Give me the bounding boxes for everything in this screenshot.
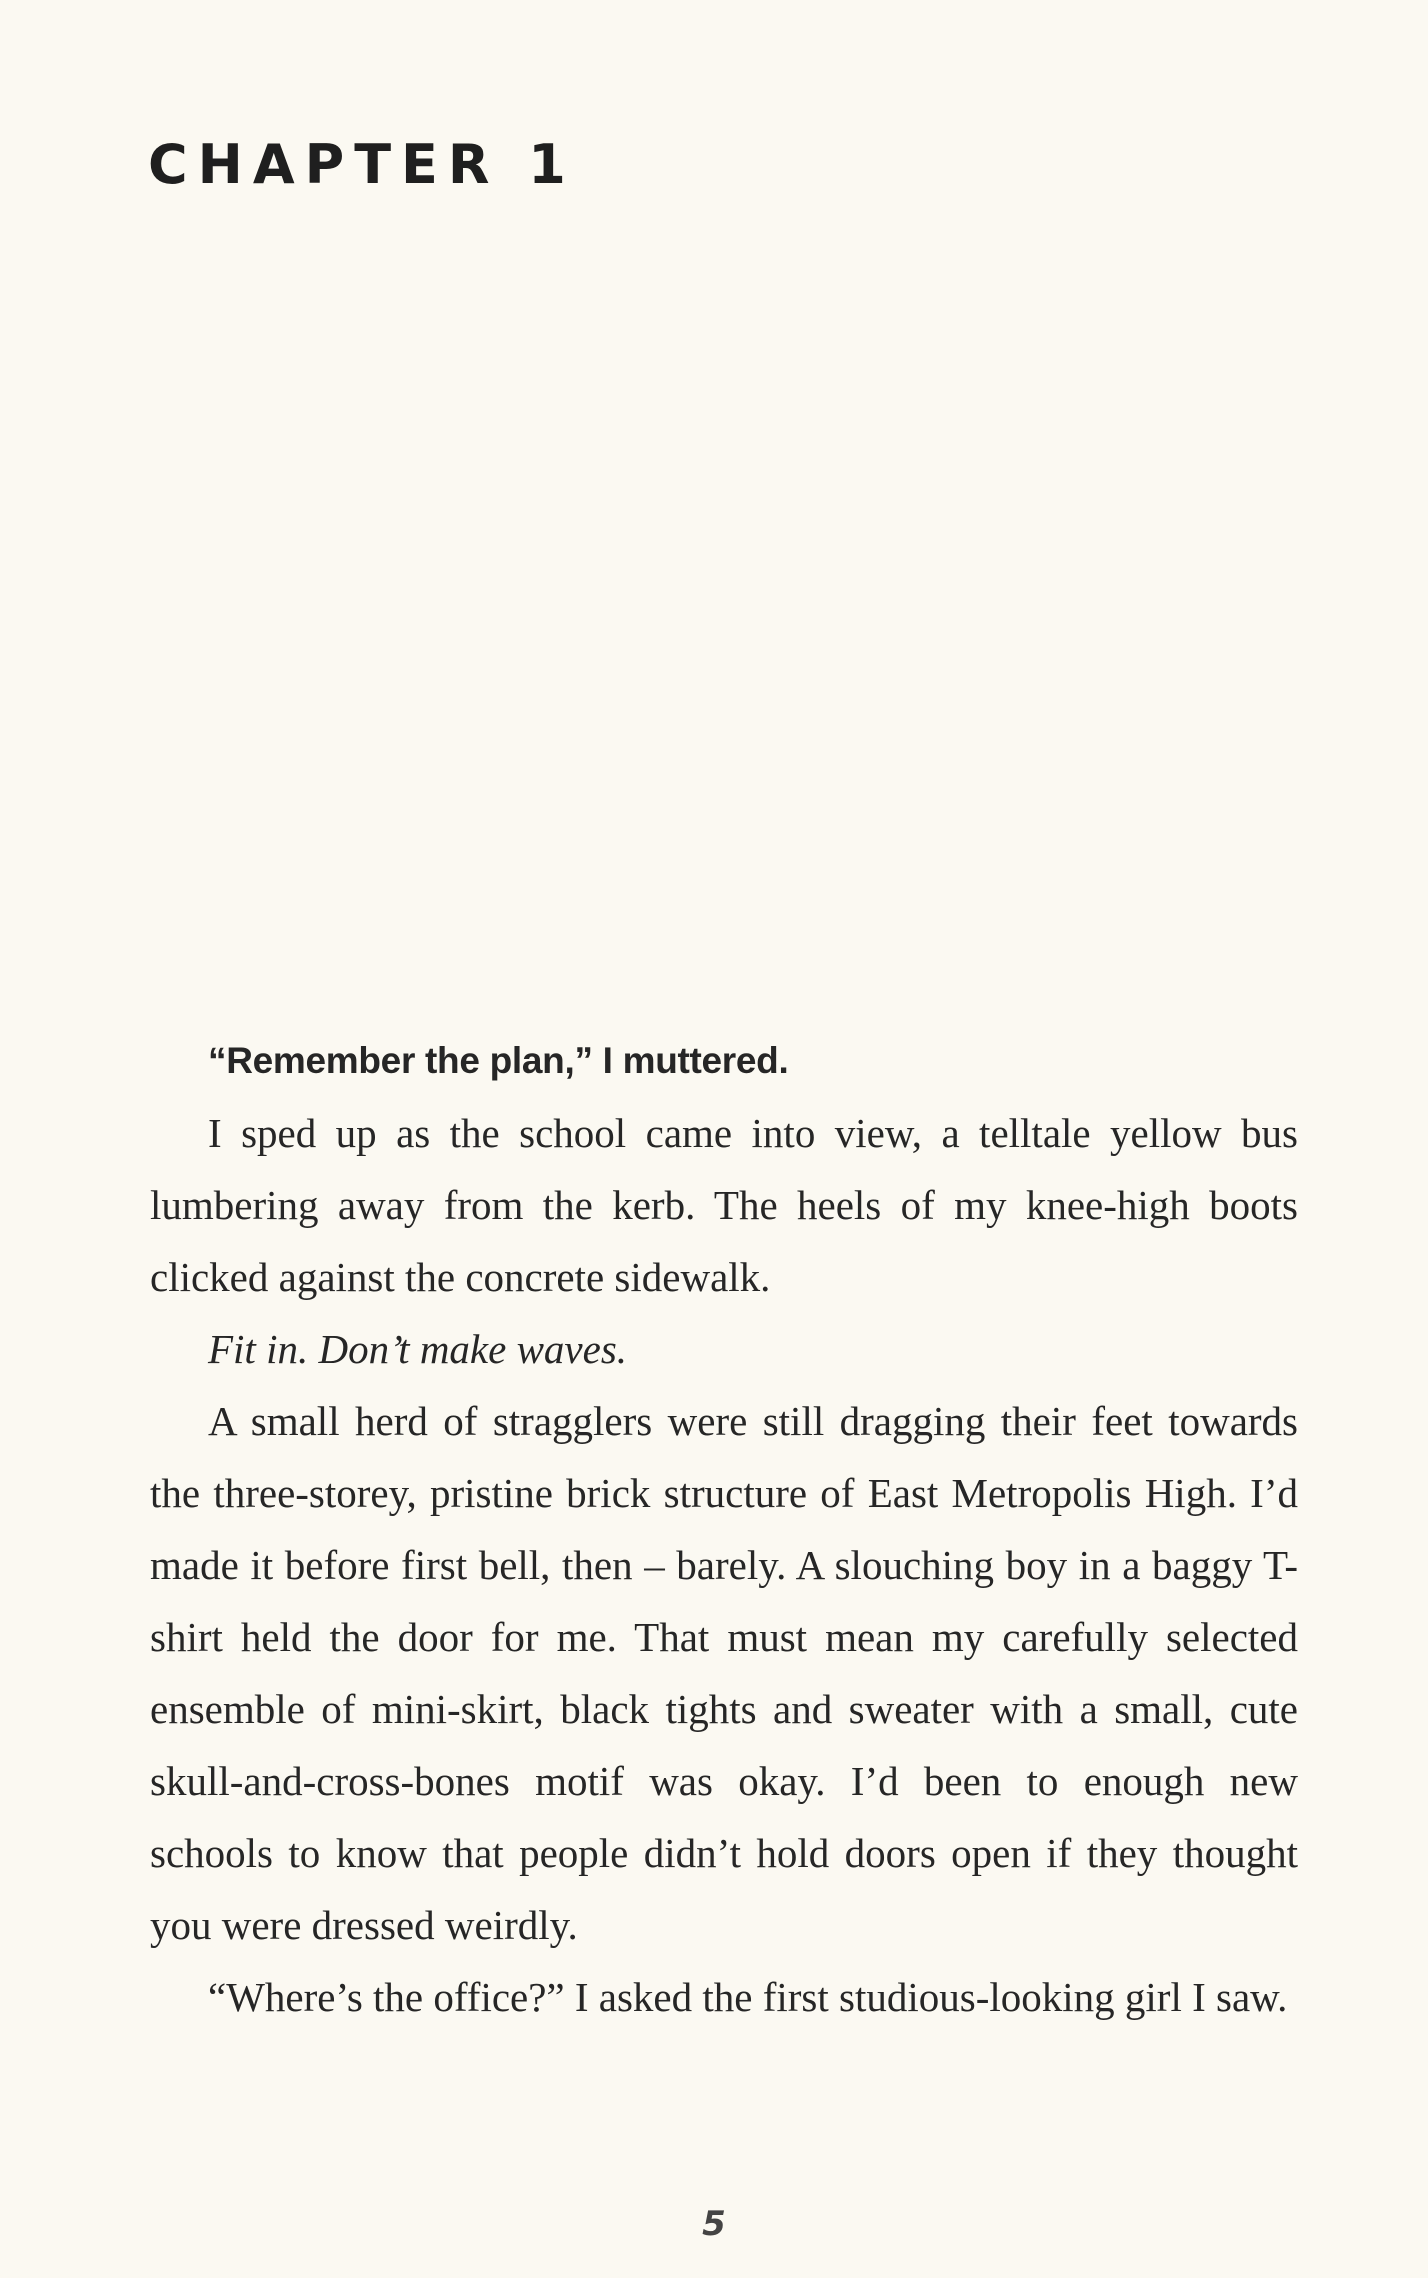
chapter-heading: CHAPTER 1 [148, 133, 576, 196]
paragraph: I sped up as the school came into view, a telltale yellow bus lumbering away from the kerb. The heels of my knee-high boots clicked against the concrete sidewalk. [150, 1110, 1298, 1300]
paragraph: A small herd of stragglers were still dragging their feet towards the three-storey, pristine brick structure of East Metropolis High. I’d made it before first bell, then – barely. A slouching boy in a baggy T-shirt held the door for me. That must mean my carefully selected ensemble of mini-skirt, black tights and sweater with a small, cute skull-and-cross-bones motif was okay. I’d been to enough new schools to know that people didn’t hold doors open if they thought you were dressed weirdly. [150, 1398, 1298, 1948]
page-number: 5 [702, 2204, 726, 2244]
italic-thought: Fit in. Don’t make waves. [208, 1326, 628, 1372]
opening-line: “Remember the plan,” I muttered. [208, 1040, 789, 1081]
chapter-body [150, 1025, 1298, 2033]
paragraph: “Where’s the office?” I asked the first studious-looking girl I saw. [208, 1974, 1288, 2020]
